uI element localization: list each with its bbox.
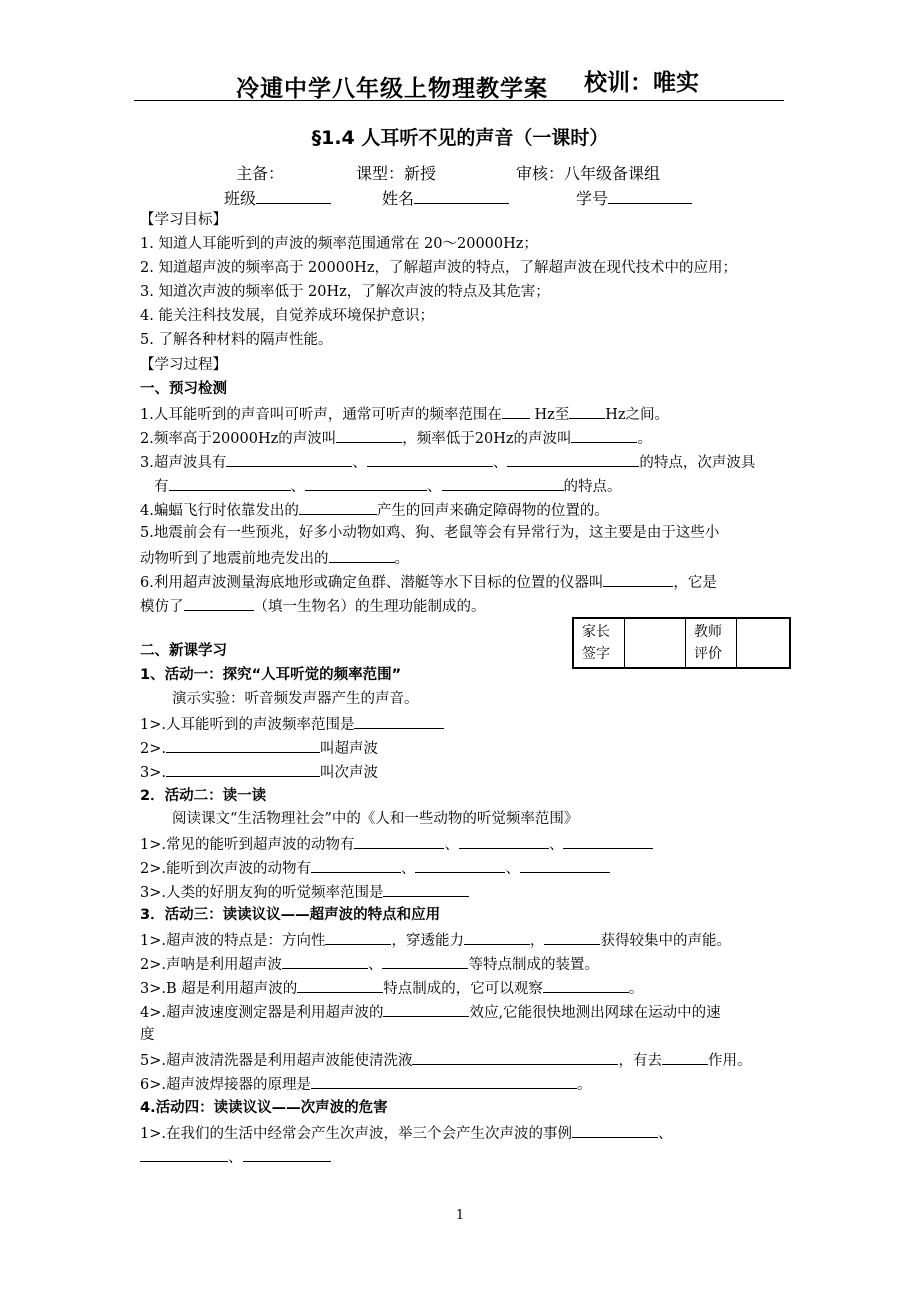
preview-q5: 5.地震前会有一些预兆，好多小动物如鸡、狗、老鼠等会有异常行为，这主要是由于这些小	[140, 525, 720, 541]
answer-blank[interactable]	[282, 953, 368, 969]
class-field[interactable]	[224, 186, 331, 209]
answer-blank[interactable]	[325, 929, 391, 945]
answer-blank[interactable]	[383, 881, 469, 897]
activity4-heading: 4.活动四：读读议议——次声波的危害	[140, 1100, 388, 1116]
answer-blank[interactable]	[569, 403, 605, 419]
preview-q6-cont: 模仿了 （填一生物名）的生理功能制成的。	[140, 595, 486, 617]
activity1-q2: 2>. 叫超声波	[140, 737, 378, 759]
new-lesson-heading: 二、新课学习	[140, 643, 227, 659]
lesson-type: 课型：新授	[356, 164, 437, 183]
teacher-eval-cell[interactable]	[737, 618, 791, 668]
answer-blank[interactable]	[412, 1049, 618, 1065]
answer-blank[interactable]	[311, 1073, 577, 1089]
activity3-q4: 4>.超声波速度测定器是利用超声波的 效应,它能很快地测出网球在运动中的速	[140, 1001, 721, 1023]
school-title: 冷逋中学八年级上物理教学案	[236, 76, 548, 102]
answer-blank[interactable]	[354, 833, 444, 849]
activity2-q2: 2>.能听到次声波的动物有 、 、	[140, 857, 610, 879]
preview-q3: 3.超声波具有 、 、 的特点，次声波具	[140, 451, 755, 473]
answer-blank[interactable]	[415, 857, 505, 873]
activity4-q1: 1>.在我们的生活中经常会产生次声波，举三个会产生次声波的事例 、	[140, 1122, 672, 1144]
answer-blank[interactable]	[140, 1146, 228, 1162]
answer-blank[interactable]	[166, 737, 320, 753]
answer-blank[interactable]	[367, 451, 493, 467]
objective-4: 4. 能关注科技发展，自觉养成环境保护意识；	[140, 308, 434, 324]
teacher-eval-label: 教师 评价	[686, 618, 737, 668]
answer-blank[interactable]	[502, 403, 530, 419]
answer-blank[interactable]	[382, 953, 468, 969]
answer-blank[interactable]	[383, 1001, 469, 1017]
number-label: 学号	[576, 189, 609, 208]
objective-2: 2. 知道超声波的频率高于 20000Hz，了解超声波的特点，了解超声波在现代技术中的应用；	[140, 260, 737, 276]
activity3-q4-cont: 度	[140, 1027, 155, 1043]
answer-blank[interactable]	[442, 475, 564, 491]
school-motto: 校训：唯实	[584, 70, 699, 96]
answer-blank[interactable]	[572, 1122, 658, 1138]
activity2-q3: 3>.人类的好朋友狗的听觉频率范围是	[140, 881, 469, 903]
objective-5: 5. 了解各种材料的隔声性能。	[140, 332, 333, 348]
answer-blank[interactable]	[297, 977, 383, 993]
answer-blank[interactable]	[464, 929, 530, 945]
activity3-q5: 5>.超声波清洗器是利用超声波能使清洗液 ，有去 作用。	[140, 1049, 751, 1071]
answer-blank[interactable]	[543, 977, 629, 993]
answer-blank[interactable]	[336, 427, 402, 443]
preview-heading: 一、预习检测	[140, 381, 227, 397]
objective-3: 3. 知道次声波的频率低于 20Hz，了解次声波的特点及其危害；	[140, 284, 550, 300]
number-blank[interactable]	[608, 188, 692, 204]
answer-blank[interactable]	[571, 427, 637, 443]
preview-q1: 1.人耳能听到的声音叫可听声，通常可听声的频率范围在 Hz至 Hz之间。	[140, 403, 669, 425]
answer-blank[interactable]	[603, 571, 673, 587]
answer-blank[interactable]	[226, 451, 352, 467]
answer-blank[interactable]	[507, 451, 639, 467]
answer-blank[interactable]	[544, 929, 600, 945]
answer-blank[interactable]	[662, 1049, 708, 1065]
lesson-title: §1.4 人耳听不见的声音（一课时）	[311, 127, 609, 149]
parent-sign-cell[interactable]	[625, 618, 686, 668]
activity2-q1: 1>.常见的能听到超声波的动物有 、 、	[140, 833, 653, 855]
name-field[interactable]	[382, 186, 509, 209]
activity3-q3: 3>.B 超是利用超声波的 特点制成的，它可以观察 。	[140, 977, 643, 999]
preview-q5-cont: 动物听到了地震前地壳发出的 。	[140, 547, 409, 569]
activity1-demo: 演示实验：听音频发声器产生的声音。	[172, 691, 419, 707]
answer-blank[interactable]	[459, 833, 549, 849]
activity1-q3: 3>. 叫次声波	[140, 761, 378, 783]
activity1-heading: 1、活动一：探究“人耳听觉的频率范围”	[140, 667, 402, 683]
page-number: 1	[455, 1208, 465, 1223]
objective-1: 1. 知道人耳能听到的声波的频率范围通常在 20～20000Hz；	[140, 236, 538, 252]
activity4-q1-cont: 、	[140, 1146, 331, 1168]
answer-blank[interactable]	[311, 857, 401, 873]
preparer-label: 主备：	[236, 164, 285, 183]
process-heading: 【学习过程】	[140, 357, 227, 373]
activity2-heading: 2．活动二：读一读	[140, 788, 267, 804]
preview-q2: 2.频率高于20000Hz的声波叫 ，频率低于20Hz的声波叫 。	[140, 427, 652, 449]
preview-q6: 6.利用超声波测量海底地形或确定鱼群、潜艇等水下目标的位置的仪器叫 ，它是	[140, 571, 717, 593]
parent-sign-label: 家长 签字	[573, 618, 625, 668]
answer-blank[interactable]	[305, 475, 427, 491]
answer-blank[interactable]	[169, 475, 291, 491]
name-label: 姓名	[382, 189, 415, 208]
answer-blank[interactable]	[563, 833, 653, 849]
objectives-heading: 【学习目标】	[140, 212, 227, 228]
name-blank[interactable]	[414, 188, 509, 204]
header-rule	[134, 100, 784, 101]
answer-blank[interactable]	[354, 713, 444, 729]
answer-blank[interactable]	[184, 595, 254, 611]
answer-blank[interactable]	[166, 761, 320, 777]
reviewer: 审核：八年级备课组	[516, 164, 661, 183]
preview-q4: 4.蝙蝠飞行时依靠发出的 产生的回声来确定障碍物的位置的。	[140, 499, 609, 521]
activity3-heading: 3．活动三：读读议议——超声波的特点和应用	[140, 907, 441, 923]
number-field[interactable]	[576, 186, 692, 209]
activity3-q6: 6>.超声波焊接器的原理是 。	[140, 1073, 591, 1095]
signature-table	[572, 617, 791, 669]
activity1-q1: 1>.人耳能听到的声波频率范围是	[140, 713, 444, 735]
answer-blank[interactable]	[520, 857, 610, 873]
activity3-q2: 2>.声呐是利用超声波 、 等特点制成的装置。	[140, 953, 599, 975]
answer-blank[interactable]	[329, 547, 395, 563]
answer-blank[interactable]	[243, 1146, 331, 1162]
class-label: 班级	[224, 189, 257, 208]
answer-blank[interactable]	[299, 499, 377, 515]
activity2-read: 阅读课文“生活物理社会”中的《人和一些动物的听觉频率范围》	[172, 811, 579, 827]
activity3-q1: 1>.超声波的特点是：方向性 ，穿透能力 ， 获得较集中的声能。	[140, 929, 731, 951]
class-blank[interactable]	[256, 188, 331, 204]
preview-q3-cont: 有 、 、 的特点。	[154, 475, 622, 497]
